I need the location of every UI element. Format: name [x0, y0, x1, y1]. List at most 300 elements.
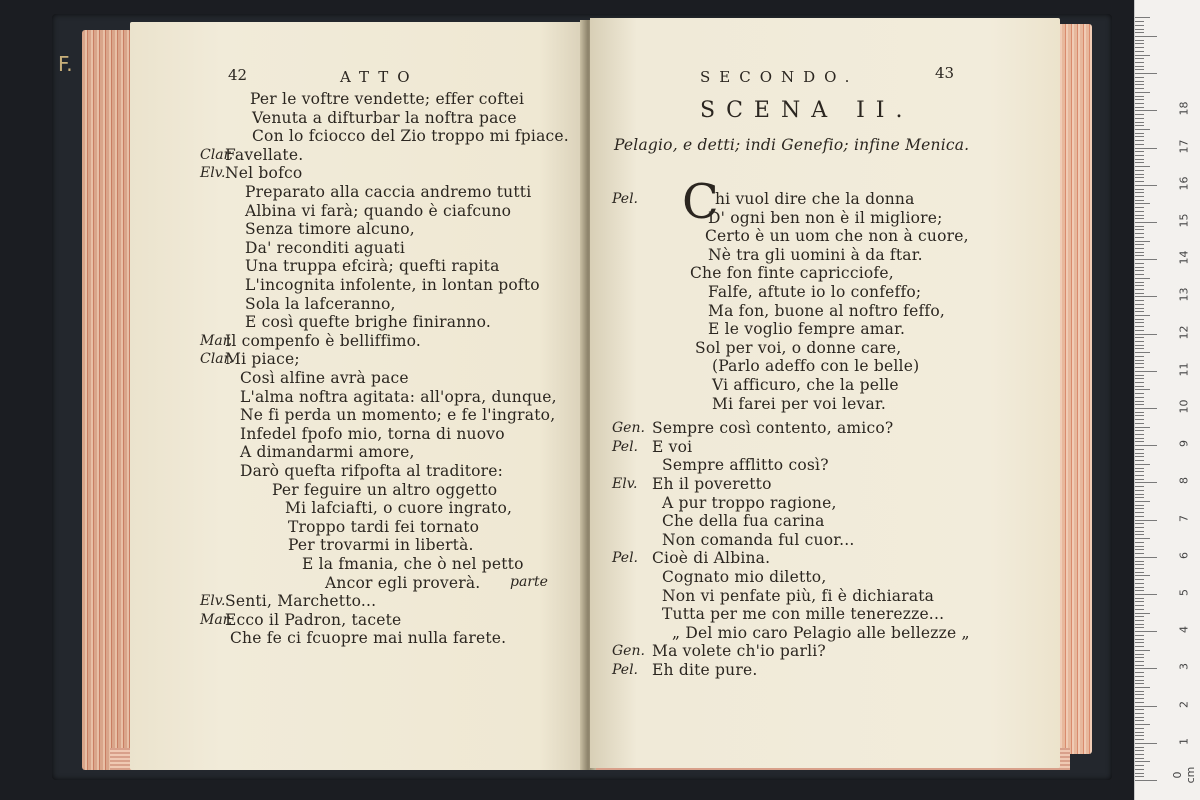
ruler-tick [1135, 300, 1144, 301]
ruler-tick [1135, 43, 1144, 44]
verse-line: E le voglio fempre amar. [708, 320, 906, 339]
verse-line: Cognato mio diletto, [662, 568, 827, 586]
ruler-tick [1135, 118, 1144, 119]
verse-line: Falfe, aftute io lo confeffo; [708, 283, 922, 301]
verse-line: Preparato alla caccia andremo tutti [245, 183, 532, 201]
verse-line: Senti, Marchetto... [225, 592, 377, 611]
verse-line: Ma fon, buone al noftro feffo, [708, 301, 945, 320]
ruler-tick [1135, 404, 1144, 405]
ruler-tick [1135, 732, 1144, 733]
ruler-tick [1135, 21, 1144, 22]
ruler-label: 0 cm [1171, 766, 1197, 784]
ruler-tick [1135, 211, 1144, 212]
ruler-tick [1135, 639, 1144, 640]
verse-line: Il compenfo è belliffimo. [225, 331, 421, 350]
ruler-tick [1135, 709, 1144, 710]
verse-line: Ecco il Padron, tacete [225, 610, 402, 629]
verse-line: Non comanda ful cuor... [662, 530, 855, 549]
verse-line: Da' reconditi aguati [245, 238, 405, 257]
verse-line: hi vuol dire che la donna [715, 190, 915, 208]
ruler-tick [1135, 55, 1150, 56]
ruler-tick [1135, 360, 1144, 361]
ruler-tick [1135, 144, 1144, 145]
ruler-tick [1135, 735, 1144, 736]
ruler-tick [1135, 181, 1144, 182]
ruler-tick [1135, 635, 1144, 636]
ruler-tick [1135, 468, 1144, 469]
ruler-tick [1135, 594, 1157, 595]
verse-line: Che fon finte capricciofe, [690, 264, 894, 283]
ruler-tick [1135, 646, 1144, 647]
ruler-tick [1135, 501, 1150, 502]
ruler-tick [1135, 311, 1144, 312]
ruler-tick [1135, 531, 1144, 532]
ruler-tick [1135, 352, 1150, 353]
ruler-tick [1135, 96, 1144, 97]
ruler-tick [1135, 590, 1144, 591]
ruler-tick [1135, 270, 1144, 271]
ruler-tick [1135, 77, 1144, 78]
ruler-tick [1135, 427, 1150, 428]
ruler-tick [1135, 631, 1157, 632]
verse-line: Eh dite pure. [652, 661, 758, 679]
ruler-tick [1135, 110, 1157, 111]
ruler-tick [1135, 464, 1150, 465]
ruler-tick [1135, 650, 1150, 651]
ruler-label: 7 [1177, 514, 1191, 522]
verse-line: E così quefte brighe finiranno. [245, 313, 491, 332]
verse-line: Con lo fciocco del Zio troppo mi fpiace. [252, 127, 569, 146]
ruler-tick [1135, 103, 1144, 104]
ruler-tick [1135, 92, 1150, 93]
ruler-label: 16 [1177, 176, 1191, 191]
speaker-label: Clar. [200, 351, 234, 368]
ruler-label: 1 [1177, 737, 1191, 745]
ruler-tick [1135, 196, 1144, 197]
ruler-tick [1135, 304, 1144, 305]
ruler-tick [1135, 486, 1144, 487]
ruler-tick [1135, 81, 1144, 82]
verse-line: Certo è un uom che non à cuore, [705, 227, 969, 246]
ruler-tick [1135, 728, 1144, 729]
verse-line: Venuta a difturbar la noftra pace [252, 108, 517, 127]
margin-mark: F. [58, 52, 73, 76]
ruler-tick [1135, 337, 1144, 338]
ruler-tick [1135, 575, 1150, 576]
ruler-tick [1135, 672, 1144, 673]
ruler-tick [1135, 267, 1144, 268]
verse-line: Che fe ci fcuopre mai nulla farete. [230, 629, 507, 648]
ruler-tick [1135, 99, 1144, 100]
ruler-tick [1135, 747, 1144, 748]
ruler-tick [1135, 453, 1144, 454]
verse-line: Albina vi farà; quando è ciafcuno [245, 201, 512, 220]
ruler-tick [1135, 505, 1144, 506]
speaker-label: Elv. [200, 165, 226, 182]
speaker-label: Elv. [200, 593, 226, 610]
speaker-label: Pel. [612, 438, 639, 455]
ruler-tick [1135, 151, 1144, 152]
verse-line: Darò quefta rifpofta al traditore: [240, 462, 504, 480]
verse-line: Mi lafciafti, o cuore ingrato, [285, 499, 513, 518]
ruler-tick [1135, 508, 1144, 509]
ruler-tick [1135, 449, 1144, 450]
ruler-tick [1135, 222, 1157, 223]
ruler-tick [1135, 315, 1150, 316]
ruler-tick [1135, 244, 1144, 245]
ruler-tick [1135, 512, 1144, 513]
ruler-tick [1135, 516, 1144, 517]
ruler-tick [1135, 479, 1144, 480]
ruler-tick [1135, 676, 1144, 677]
drop-cap: C [682, 174, 719, 230]
ruler-tick [1135, 263, 1144, 264]
ruler-tick [1135, 616, 1144, 617]
ruler-tick [1135, 62, 1144, 63]
ruler-tick [1135, 393, 1144, 394]
ruler-tick [1135, 170, 1144, 171]
ruler-label: 14 [1177, 250, 1191, 265]
speaker-label: Elv. [612, 476, 638, 492]
ruler-tick [1135, 207, 1144, 208]
ruler-tick [1135, 29, 1144, 30]
ruler-tick [1135, 237, 1144, 238]
ruler-tick [1135, 568, 1144, 569]
verse-line: Eh il poveretto [652, 475, 772, 493]
ruler-tick [1135, 583, 1144, 584]
ruler-tick [1135, 620, 1144, 621]
verse-line: Per feguire un altro oggetto [272, 480, 498, 499]
ruler-tick [1135, 430, 1144, 431]
ruler-tick [1135, 683, 1144, 684]
ruler-tick [1135, 657, 1144, 658]
verse-line: A pur troppo ragione, [662, 493, 837, 512]
ruler-tick [1135, 609, 1144, 610]
ruler-tick [1135, 460, 1144, 461]
ruler-tick [1135, 408, 1157, 409]
ruler-tick [1135, 386, 1144, 387]
stage-direction: parte [510, 573, 548, 590]
ruler-tick [1135, 750, 1144, 751]
speaker-label: Gen. [612, 420, 645, 437]
ruler-tick [1135, 274, 1144, 275]
ruler-tick [1135, 192, 1144, 193]
ruler-tick [1135, 133, 1144, 134]
ruler-tick [1135, 557, 1157, 558]
left-page-stack-edge [82, 30, 132, 770]
ruler-tick [1135, 412, 1144, 413]
verse-line: Che della fua carina [662, 512, 825, 531]
verse-line: E la fmania, che ò nel petto [302, 555, 524, 573]
ruler-tick [1135, 743, 1157, 744]
ruler-tick [1135, 694, 1144, 695]
verse-line: Sempre afflitto così? [662, 456, 829, 475]
ruler-tick [1135, 494, 1144, 495]
ruler-tick [1135, 375, 1144, 376]
verse-line: Sol per voi, o donne care, [695, 338, 902, 357]
measurement-ruler [1134, 0, 1200, 800]
ruler-label: 13 [1177, 287, 1191, 302]
ruler-tick [1135, 490, 1144, 491]
ruler-tick [1135, 661, 1144, 662]
ruler-tick [1135, 475, 1144, 476]
ruler-tick [1135, 471, 1144, 472]
ruler-tick [1135, 642, 1144, 643]
ruler-tick [1135, 322, 1144, 323]
ruler-tick [1135, 665, 1144, 666]
ruler-tick [1135, 497, 1144, 498]
verse-line: Ma volete ch'io parli? [652, 642, 826, 661]
ruler-label: 2 [1177, 700, 1191, 708]
ruler-tick [1135, 177, 1144, 178]
ruler-tick [1135, 706, 1157, 707]
running-head: ATTO [340, 68, 419, 86]
speaker-label: Pel. [612, 191, 639, 207]
verse-line: Senza timore alcuno, [245, 220, 415, 239]
ruler-tick [1135, 605, 1144, 606]
ruler-tick [1135, 542, 1144, 543]
cast-line: Pelagio, e detti; indi Genefio; infine Menica. [614, 136, 970, 154]
ruler-tick [1135, 780, 1157, 781]
ruler-tick [1135, 241, 1150, 242]
ruler-tick [1135, 229, 1144, 230]
verse-line: Non vi penfate più, fi è dichiarata [662, 586, 935, 605]
ruler-tick [1135, 419, 1144, 420]
ruler-tick [1135, 319, 1144, 320]
ruler-tick [1135, 330, 1144, 331]
ruler-tick [1135, 326, 1144, 327]
ruler-tick [1135, 523, 1144, 524]
speaker-label: Pel. [612, 662, 639, 678]
verse-line: Favellate. [225, 145, 304, 164]
ruler-tick [1135, 363, 1144, 364]
verse-line: (Parlo adeffo con le belle) [712, 357, 920, 376]
ruler-tick [1135, 769, 1144, 770]
ruler-tick [1135, 125, 1144, 126]
ruler-label: 12 [1177, 325, 1191, 340]
ruler-tick [1135, 598, 1144, 599]
ruler-tick [1135, 248, 1144, 249]
ruler-tick [1135, 226, 1144, 227]
ruler-tick [1135, 84, 1144, 85]
verse-line: Nel bofco [225, 164, 303, 183]
ruler-label: 3 [1177, 663, 1191, 671]
speaker-label: Gen. [612, 643, 645, 660]
ruler-tick [1135, 423, 1144, 424]
ruler-tick [1135, 308, 1144, 309]
speaker-label: Mar. [200, 611, 233, 628]
ruler-tick [1135, 445, 1157, 446]
ruler-tick [1135, 397, 1144, 398]
verse-line: Mi piace; [225, 350, 300, 369]
page-number: 43 [935, 64, 955, 82]
ruler-tick [1135, 553, 1144, 554]
verse-line: Così alfine avrà pace [240, 369, 409, 387]
verse-line: Troppo tardi fei tornato [288, 517, 480, 536]
ruler-tick [1135, 218, 1144, 219]
ruler-tick [1135, 58, 1144, 59]
ruler-tick [1135, 200, 1144, 201]
ruler-tick [1135, 341, 1144, 342]
verse-line: D' ogni ben non è il migliore; [708, 208, 943, 227]
ruler-label: 5 [1177, 589, 1191, 596]
ruler-tick [1135, 252, 1144, 253]
ruler-tick [1135, 687, 1150, 688]
verse-line: A dimandarmi amore, [240, 443, 415, 462]
ruler-tick [1135, 259, 1157, 260]
ruler-label: 15 [1177, 213, 1191, 228]
ruler-tick [1135, 754, 1144, 755]
ruler-tick [1135, 765, 1144, 766]
ruler-tick [1135, 348, 1144, 349]
ruler-tick [1135, 122, 1144, 123]
page-number: 42 [228, 66, 248, 84]
ruler-tick [1135, 654, 1144, 655]
ruler-tick [1135, 367, 1144, 368]
scene-title: SCENA II. [700, 98, 914, 123]
ruler-tick [1135, 724, 1150, 725]
ruler-tick [1135, 698, 1144, 699]
speaker-label: Mar. [200, 332, 233, 349]
ruler-tick [1135, 776, 1144, 777]
ruler-tick [1135, 564, 1144, 565]
verse-line: Nè tra gli uomini à da ftar. [708, 245, 923, 264]
ruler-tick [1135, 155, 1144, 156]
ruler-tick [1135, 278, 1150, 279]
ruler-tick [1135, 215, 1144, 216]
ruler-tick [1135, 25, 1144, 26]
ruler-label: 17 [1177, 139, 1191, 154]
ruler-tick [1135, 166, 1150, 167]
verse-line: Cioè di Albina. [652, 549, 771, 568]
ruler-tick [1135, 378, 1144, 379]
ruler-tick [1135, 255, 1144, 256]
ruler-tick [1135, 456, 1144, 457]
ruler-tick [1135, 47, 1144, 48]
ruler-tick [1135, 140, 1144, 141]
ruler-tick [1135, 739, 1144, 740]
ruler-label: 9 [1177, 440, 1191, 448]
ruler-tick [1135, 761, 1150, 762]
ruler-tick [1135, 441, 1144, 442]
verse-line: Vi afficuro, che la pelle [712, 376, 899, 394]
ruler-tick [1135, 389, 1150, 390]
verse-line: E voi [652, 437, 693, 456]
ruler-tick [1135, 88, 1144, 89]
ruler-tick [1135, 159, 1144, 160]
ruler-tick [1135, 538, 1150, 539]
ruler-tick [1135, 293, 1144, 294]
ruler-label: 11 [1177, 362, 1191, 377]
ruler-label: 18 [1177, 101, 1191, 116]
ruler-tick [1135, 534, 1144, 535]
ruler-tick [1135, 627, 1144, 628]
ruler-label: 10 [1177, 399, 1191, 414]
ruler-tick [1135, 717, 1144, 718]
ruler-tick [1135, 579, 1144, 580]
left-page [130, 22, 585, 770]
verse-line: „ Del mio caro Pelagio alle bellezze „ [672, 623, 970, 642]
ruler-tick [1135, 356, 1144, 357]
ruler-tick [1135, 758, 1144, 759]
ruler-tick [1135, 203, 1150, 204]
ruler-tick [1135, 401, 1144, 402]
ruler-tick [1135, 713, 1144, 714]
ruler-tick [1135, 438, 1144, 439]
ruler-tick [1135, 233, 1144, 234]
ruler-tick [1135, 587, 1144, 588]
verse-line: Una truppa efcirà; quefti rapita [245, 257, 500, 276]
ruler-tick [1135, 17, 1150, 18]
ruler-tick [1135, 189, 1144, 190]
speaker-label: Clar. [200, 146, 234, 163]
ruler-tick [1135, 36, 1157, 37]
verse-line: Ancor egli proverà. [325, 573, 481, 592]
verse-line: Per le voftre vendette; effer coftei [250, 90, 525, 108]
ruler-tick [1135, 185, 1157, 186]
ruler-tick [1135, 520, 1157, 521]
verse-line: Infedel fpofo mio, torna di nuovo [240, 424, 505, 443]
ruler-tick [1135, 51, 1144, 52]
ruler-tick [1135, 601, 1144, 602]
ruler-tick [1135, 720, 1144, 721]
ruler-tick [1135, 114, 1144, 115]
ruler-tick [1135, 415, 1144, 416]
ruler-tick [1135, 129, 1150, 130]
ruler-tick [1135, 107, 1144, 108]
ruler-tick [1135, 148, 1157, 149]
ruler-tick [1135, 546, 1144, 547]
ruler-tick [1135, 549, 1144, 550]
verse-line: Tutta per me con mille tenerezze... [662, 605, 945, 624]
verse-line: Sola la lafceranno, [245, 294, 396, 313]
ruler-tick [1135, 174, 1144, 175]
ruler-tick [1135, 527, 1144, 528]
ruler-tick [1135, 561, 1144, 562]
verse-line: Per trovarmi in libertà. [288, 536, 474, 555]
ruler-tick [1135, 680, 1144, 681]
verse-line: Sempre così contento, amico? [652, 419, 894, 438]
ruler-tick [1135, 382, 1144, 383]
ruler-label: 4 [1177, 626, 1191, 634]
verse-line: Ne fi perda un momento; e fe l'ingrato, [240, 406, 556, 425]
ruler-label: 8 [1177, 477, 1191, 485]
ruler-label: 6 [1177, 551, 1191, 559]
verse-line: Mi farei per voi levar. [712, 394, 886, 413]
ruler-tick [1135, 668, 1157, 669]
verse-line: L'alma noftra agitata: all'opra, dunque, [240, 387, 557, 406]
ruler-tick [1135, 296, 1157, 297]
ruler-tick [1135, 40, 1144, 41]
ruler-tick [1135, 345, 1144, 346]
ruler-tick [1135, 69, 1144, 70]
ruler-tick [1135, 434, 1144, 435]
ruler-tick [1135, 773, 1144, 774]
ruler-tick [1135, 691, 1144, 692]
ruler-tick [1135, 289, 1144, 290]
ruler-tick [1135, 613, 1150, 614]
ruler-tick [1135, 702, 1144, 703]
ruler-tick [1135, 572, 1144, 573]
ruler-tick [1135, 73, 1157, 74]
ruler-tick [1135, 334, 1157, 335]
ruler-tick [1135, 371, 1157, 372]
ruler-tick [1135, 136, 1144, 137]
ruler-tick [1135, 285, 1144, 286]
ruler-tick [1135, 32, 1144, 33]
ruler-tick [1135, 624, 1144, 625]
verse-line: L'incognita infolente, in lontan pofto [245, 276, 540, 294]
